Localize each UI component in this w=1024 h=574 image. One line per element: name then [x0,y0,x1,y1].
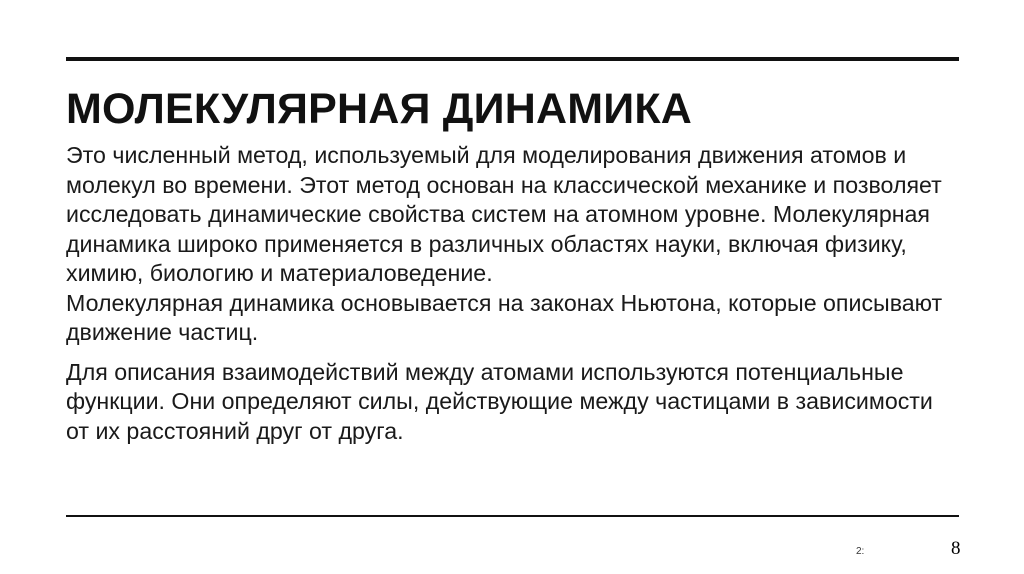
body-paragraph-1: Это численный метод, используемый для моделирования движения атомов и молекул во времени. Этот метод основан на классической механике и позволяет исследовать динамические свойства систем на атомном уровне. Молекулярная динамика широко применяется в различных областях науки, включая физику, химию, биологию и материаловедение. [66,142,942,286]
slide-body [66,141,946,446]
body-paragraph-2: Молекулярная динамика основывается на законах Ньютона, которые описывают движение частиц. [66,289,943,345]
bottom-divider [66,515,959,517]
top-divider [66,57,959,61]
slide-title: МОЛЕКУЛЯРНАЯ ДИНАМИКА [66,85,693,133]
footer-mark: 2: [856,546,865,557]
body-paragraph-3: Для описания взаимодействий между атомами используются потенциальные функции. Они определяют силы, действующие между частицами в зависимости от их расстояний друг от друга. [66,358,933,444]
page-number: 8 [951,538,961,559]
